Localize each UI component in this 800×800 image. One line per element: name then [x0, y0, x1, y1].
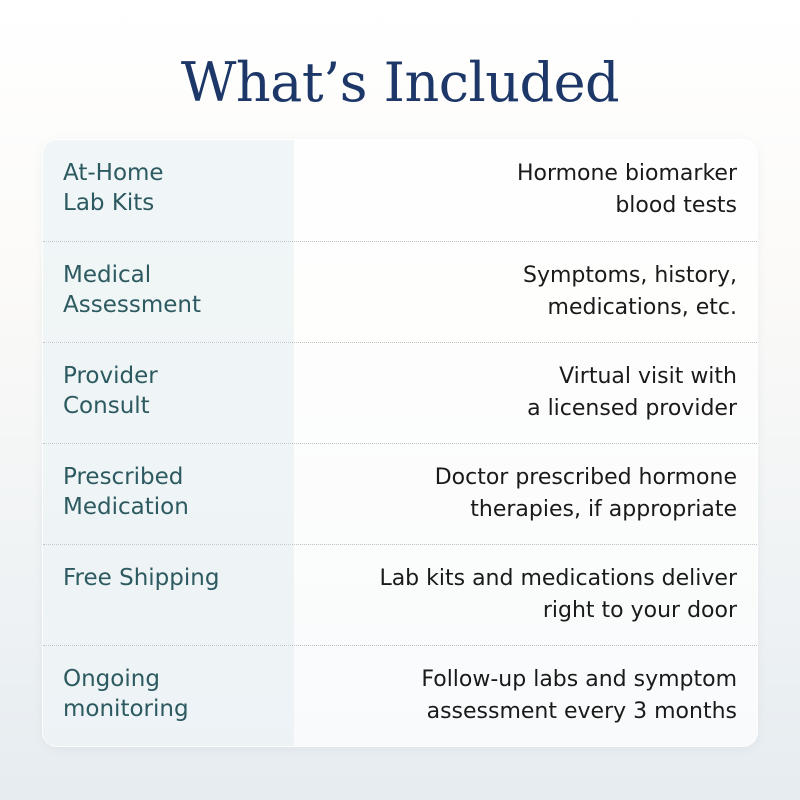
row-value-cell [294, 343, 757, 443]
row-value: Hormone biomarker blood tests [516, 161, 737, 218]
row-value: Symptoms, history, medications, etc. [522, 263, 737, 320]
row-value: Follow-up labs and symptom assessment every 3 months [421, 667, 737, 724]
row-value: Virtual visit with a licensed provider [527, 364, 737, 421]
row-label-cell [43, 242, 294, 342]
page-title: What’s Included [180, 51, 620, 114]
table-row [43, 140, 757, 241]
table-row [43, 241, 757, 342]
row-label: Provider Consult [63, 363, 158, 419]
row-label: At-Home Lab Kits [63, 160, 164, 216]
row-label-cell [43, 343, 294, 443]
row-label: Free Shipping [63, 565, 220, 591]
row-label-cell [43, 140, 294, 241]
row-value: Lab kits and medications deliver right to your door [379, 566, 737, 623]
table-row [43, 645, 757, 746]
row-value-cell [294, 444, 757, 544]
row-label: Ongoing monitoring [63, 666, 189, 722]
row-label-cell [43, 444, 294, 544]
row-value-cell [294, 545, 757, 645]
row-value-cell [294, 140, 757, 241]
row-label: Medical Assessment [63, 262, 201, 318]
row-label-cell [43, 545, 294, 645]
row-value-cell [294, 242, 757, 342]
row-value-cell [294, 646, 757, 746]
row-label-cell [43, 646, 294, 746]
table-row [43, 544, 757, 645]
table-row [43, 342, 757, 443]
row-value: Doctor prescribed hormone therapies, if appropriate [434, 465, 737, 522]
included-table [43, 140, 757, 746]
row-label: Prescribed Medication [63, 464, 189, 520]
table-row [43, 443, 757, 544]
